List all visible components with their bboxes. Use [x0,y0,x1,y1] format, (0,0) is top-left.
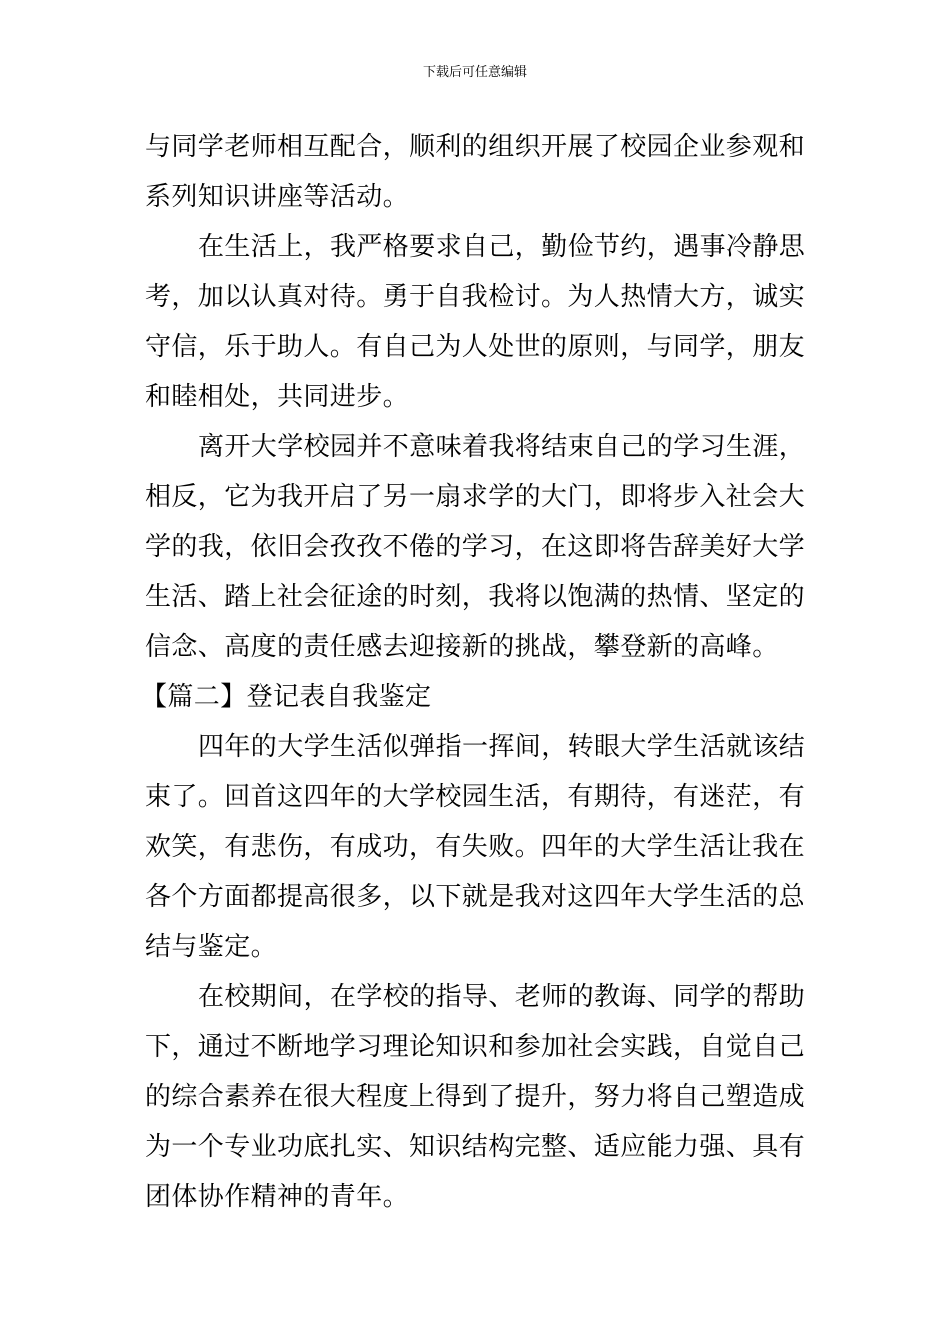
paragraph-first-line: 在校期间，在学校的指导、老师的教诲、同学的帮助 [198,982,806,1012]
text-line: 为一个专业功底扎实、知识结构完整、适应能力强、具有 [145,1132,806,1162]
section-heading: 【篇二】登记表自我鉴定 [141,682,432,712]
text-line: 和睦相处，共同进步。 [145,382,410,412]
text-line: 的综合素养在很大程度上得到了提升，努力将自己塑造成 [145,1082,806,1112]
text-line: 与同学老师相互配合，顺利的组织开展了校园企业参观和 [145,132,806,162]
text-line: 系列知识讲座等活动。 [145,182,410,212]
text-line: 欢笑，有悲伤，有成功，有失败。四年的大学生活让我在 [145,832,806,862]
paragraph-first-line: 在生活上，我严格要求自己，勤俭节约，遇事冷静思 [198,232,806,262]
text-line: 各个方面都提高很多，以下就是我对这四年大学生活的总 [145,882,806,912]
page-header: 下载后可任意编辑 [422,65,527,80]
text-line: 团体协作精神的青年。 [145,1182,410,1212]
text-line: 信念、高度的责任感去迎接新的挑战，攀登新的高峰。 [145,632,779,662]
paragraph-first-line: 四年的大学生活似弹指一挥间，转眼大学生活就该结 [198,732,806,762]
text-line: 学的我，依旧会孜孜不倦的学习，在这即将告辞美好大学 [145,532,806,562]
text-line: 下，通过不断地学习理论知识和参加社会实践，自觉自己 [145,1032,806,1062]
text-line: 相反，它为我开启了另一扇求学的大门，即将步入社会大 [145,482,806,512]
text-line: 考，加以认真对待。勇于自我检讨。为人热情大方，诚实 [145,282,806,312]
document-body [141,122,810,1222]
text-line: 守信，乐于助人。有自己为人处世的原则，与同学，朋友 [145,332,806,362]
text-line: 结与鉴定。 [145,932,278,962]
text-line: 束了。回首这四年的大学校园生活，有期待，有迷茫，有 [145,782,806,812]
paragraph-first-line: 离开大学校园并不意味着我将结束自己的学习生涯， [198,432,806,462]
text-line: 生活、踏上社会征途的时刻，我将以饱满的热情、坚定的 [145,582,806,612]
